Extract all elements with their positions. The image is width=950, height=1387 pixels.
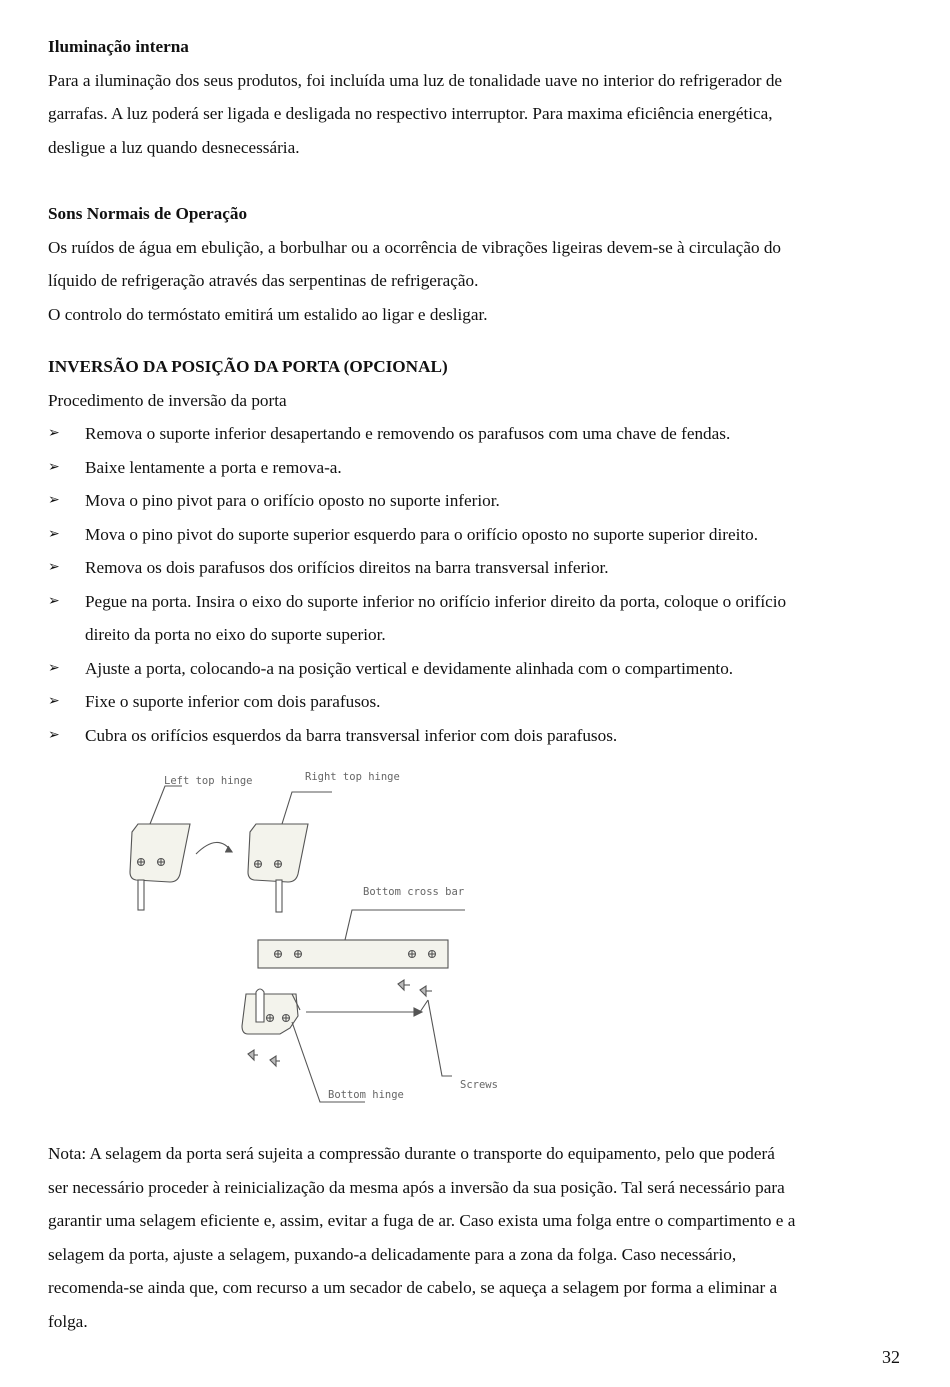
step-text: Cubra os orifícios esquerdos da barra transversal inferior com dois parafusos. [85, 725, 618, 745]
step-text: Mova o pino pivot para o orifício oposto no suporte inferior. [85, 491, 500, 510]
arrow-bullet-icon: ➢ [48, 425, 60, 441]
left-top-hinge-icon [130, 786, 190, 910]
note-line-4: selagem da porta, ajuste a selagem, puxando-a delicadamente para a zona da folga. Caso necessário, [48, 1244, 737, 1264]
door-reversal-section [48, 350, 898, 752]
lighting-line-1: Para a iluminação dos seus produtos, foi incluída uma luz de tonalidade uave no interior do refrigerador de [48, 70, 783, 90]
arrow-bullet-icon: ➢ [48, 492, 60, 508]
screws-label: Screws [460, 1079, 498, 1091]
list-item [48, 518, 898, 552]
lighting-section [48, 30, 898, 164]
page-number: 32 [882, 1347, 900, 1367]
list-item [48, 451, 898, 485]
step-text: Fixe o suporte inferior com dois parafusos. [85, 692, 381, 711]
door-intro: Procedimento de inversão da porta [48, 390, 287, 410]
lighting-line-3: desligue a luz quando desnecessária. [48, 137, 300, 157]
bottom-hinge-icon [242, 989, 365, 1102]
bottom-cross-bar-label: Bottom cross bar [363, 886, 465, 898]
note-line-3: garantir uma selagem eficiente e, assim, evitar a fuga de ar. Caso exista uma folga entre o compartimento e a [48, 1211, 796, 1230]
page-body [48, 30, 898, 752]
sounds-line-1: Os ruídos de água em ebulição, a borbulhar ou a ocorrência de vibrações ligeiras devem-se à circulação do [48, 237, 782, 257]
list-item [48, 685, 898, 719]
note-paragraph [48, 1137, 900, 1338]
step-text: Baixe lentamente a porta e remova-a. [85, 457, 342, 477]
arrow-bullet-icon: ➢ [48, 726, 60, 743]
diagram-svg [120, 762, 520, 1122]
list-item [48, 719, 898, 753]
lighting-heading: Iluminação interna [48, 37, 189, 56]
door-heading: INVERSÃO DA POSIÇÃO DA PORTA (OPCIONAL) [48, 357, 448, 376]
list-item [48, 585, 898, 652]
right-top-hinge-icon [248, 792, 332, 912]
step-text: Remova o suporte inferior desapertando e removendo os parafusos com uma chave de fendas. [85, 424, 731, 443]
step-text: Pegue na porta. Insira o eixo do suporte inferior no orifício inferior direito da porta, coloque o orifício [85, 591, 787, 611]
list-item [48, 551, 898, 585]
arrow-bullet-icon: ➢ [48, 559, 60, 575]
list-item [48, 652, 898, 686]
step-text-continued: direito da porta no eixo do suporte superior. [85, 625, 386, 644]
sounds-section [48, 197, 898, 331]
door-reversal-diagram [120, 762, 520, 1122]
list-item [48, 417, 898, 451]
note-line-6: folga. [48, 1311, 88, 1331]
door-steps-list [48, 417, 898, 752]
right-top-hinge-label: Right top hinge [305, 771, 400, 783]
sounds-line-2: líquido de refrigeração através das serpentinas de refrigeração. [48, 271, 479, 290]
list-item [48, 484, 898, 518]
arrow-bullet-icon: ➢ [48, 592, 60, 609]
step-text: Ajuste a porta, colocando-a na posição vertical e devidamente alinhada com o compartimento. [85, 658, 734, 678]
arrow-bullet-icon: ➢ [48, 693, 60, 709]
note-line-2: ser necessário proceder à reinicialização da mesma após a inversão da sua posição. Tal será necessário para [48, 1177, 785, 1197]
arrow-bullet-icon: ➢ [48, 458, 60, 475]
arrow-bullet-icon: ➢ [48, 525, 60, 542]
arrow-bullet-icon: ➢ [48, 659, 60, 676]
sounds-line-3: O controlo do termóstato emitirá um estalido ao ligar e desligar. [48, 304, 488, 324]
note-line-5: recomenda-se ainda que, com recurso a um secador de cabelo, se aqueça a selagem por forma a eliminar a [48, 1278, 778, 1297]
step-text: Remova os dois parafusos dos orifícios direitos na barra transversal inferior. [85, 558, 609, 577]
sounds-heading: Sons Normais de Operação [48, 204, 248, 223]
left-top-hinge-label: Left top hinge [164, 775, 253, 787]
note-line-1: Nota: A selagem da porta será sujeita a compressão durante o transporte do equipamento, pelo que poderá [48, 1144, 775, 1163]
bottom-hinge-label: Bottom hinge [328, 1089, 404, 1101]
step-text: Mova o pino pivot do suporte superior esquerdo para o orifício oposto no suporte superior direito. [85, 524, 759, 544]
lighting-line-2: garrafas. A luz poderá ser ligada e desligada no respectivo interruptor. Para maxima eficiência energética, [48, 104, 773, 123]
bottom-cross-bar-icon [258, 910, 465, 968]
